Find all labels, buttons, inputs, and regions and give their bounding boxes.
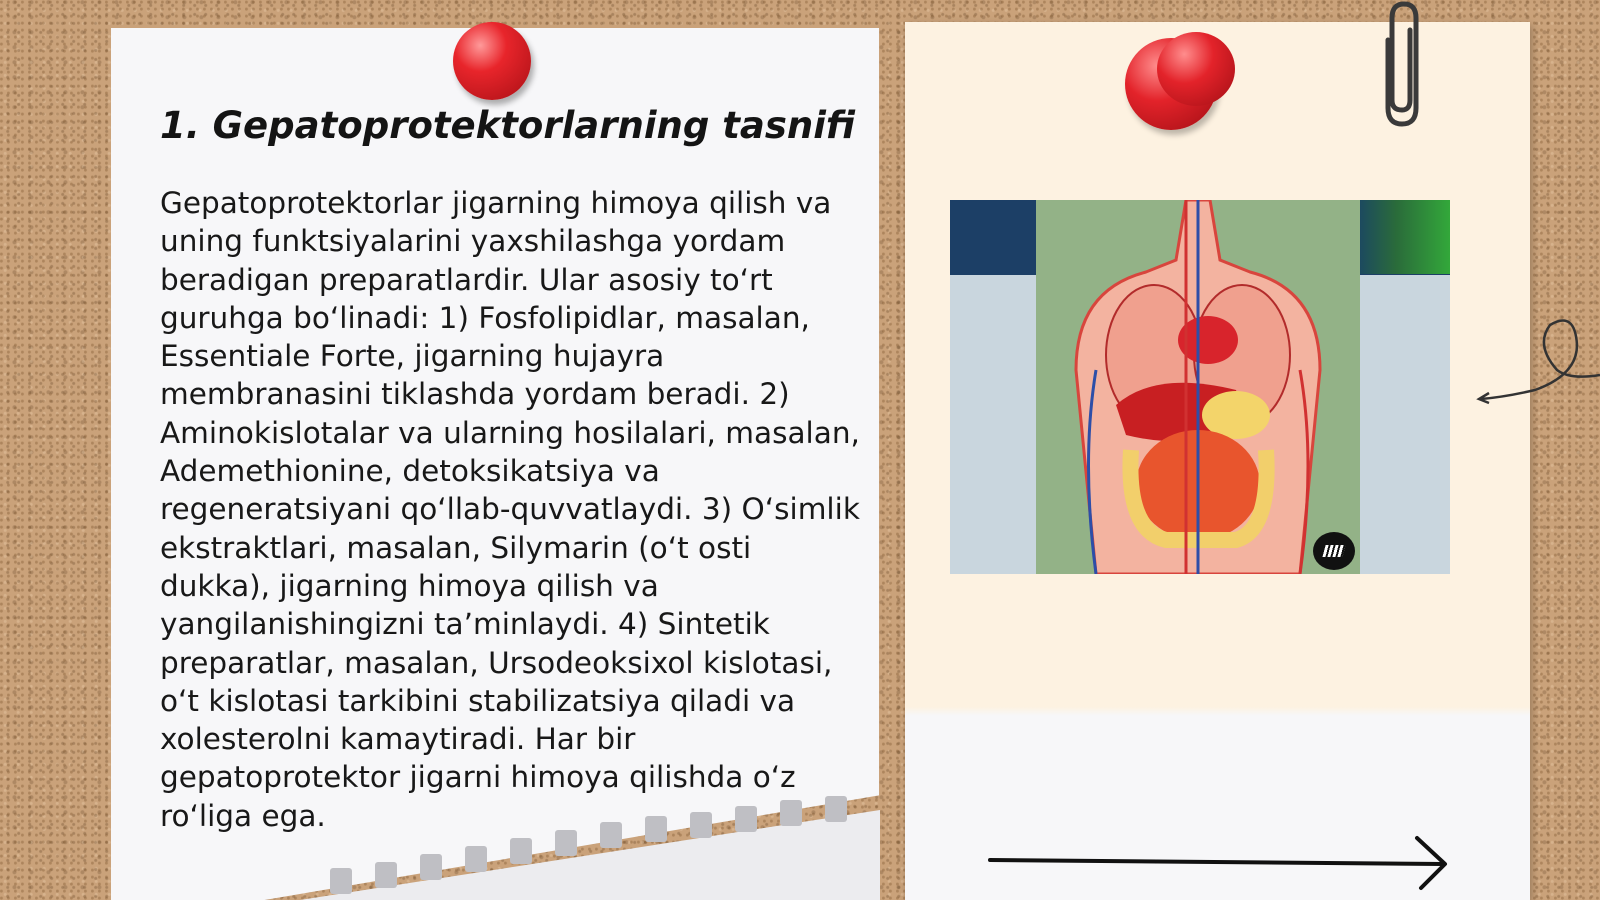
illustration-banner <box>1360 200 1450 274</box>
push-pin-icon <box>453 22 531 100</box>
video-camera-icon <box>1313 532 1355 570</box>
paperclip-icon <box>1374 0 1426 130</box>
arrow-right-icon <box>985 832 1455 892</box>
slide-title: 1. Gepatoprotektorlarning tasnifi <box>160 104 856 147</box>
push-pin-icon <box>1157 32 1235 106</box>
slide-body-text: Gepatoprotektorlar jigarning himoya qilish va uning funktsiyalarini yaxshilashga yordam beradigan preparatlardir. Ular asosiy to‘rt guruhga bo‘linadi: 1) Fosfolipidlar, masalan, Essentiale Forte, jigarning hujayra membranasini tiklashda yordam beradi. 2) Aminokislotalar va ularning hosilalari, masalan, Ademethionine, detoksikatsiya va regeneratsiyani qo‘llab-quvvatlaydi. 3) O‘simlik ekstraktlari, masalan, Silymarin (o‘t osti dukka), jigarning himoya qilish va yangilanishingizni ta’minlaydi. 4) Sintetik preparatlar, masalan, Ursodeoksixol kislotasi, o‘t kislotasi tarkibini stabilizatsiya qiladi va xolesterolni kamaytiradi. Har bir gepatoprotektor jigarni himoya qilishda o‘z ro‘liga ega. <box>160 186 860 833</box>
scribble-arrow-icon <box>1475 315 1600 415</box>
anatomy-body-figure <box>1036 200 1360 574</box>
